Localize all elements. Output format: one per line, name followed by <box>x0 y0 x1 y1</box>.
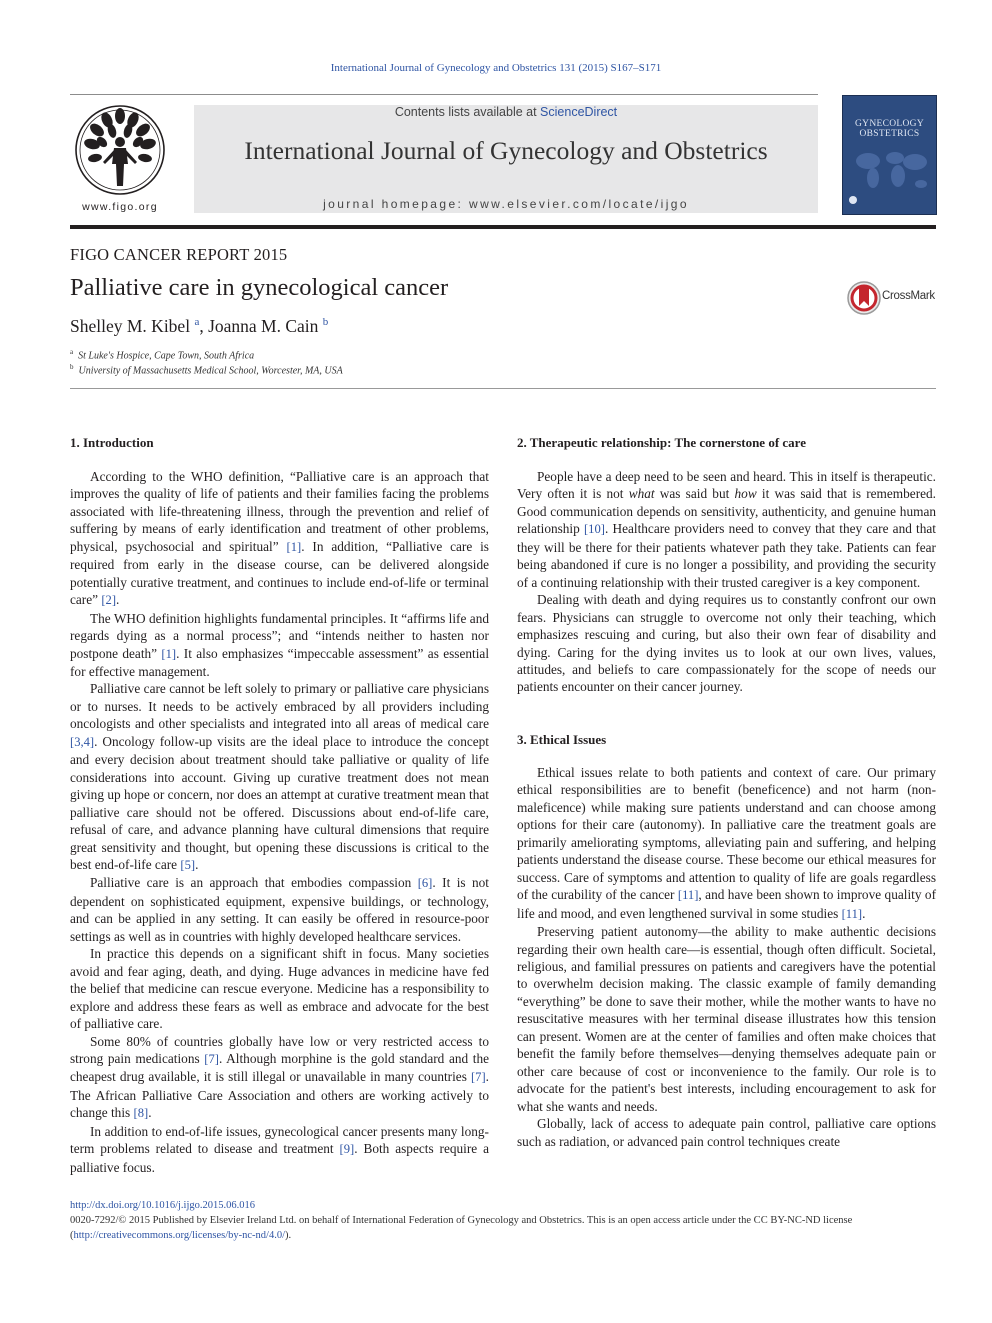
affiliation-text: University of Massachusetts Medical School, Worcester, MA, USA <box>78 365 343 377</box>
license-statement: 0020-7292/© 2015 Published by Elsevier Ireland Ltd. on behalf of International Federation of Gynecology and Obstetrics. This is an open access article under the CC BY-NC-ND license <box>70 1215 853 1226</box>
header-divider <box>70 225 936 229</box>
right-column-body-section3 <box>517 764 936 1150</box>
paragraph: The WHO definition highlights fundamental principles. It “affirms life and regards dying as a normal process”; and “intends neither to hasten nor postpone death” [1]. It also emphasizes “impeccable assessment” as essential for effective management. <box>70 610 490 679</box>
paragraph: Globally, lack of access to adequate pain control, palliative care options such as radiation, or advanced pain control techniques create <box>517 1116 936 1149</box>
figo-url[interactable]: www.figo.org <box>82 201 158 213</box>
article-title: Palliative care in gynecological cancer <box>70 274 449 301</box>
sciencedirect-link[interactable]: ScienceDirect <box>540 105 618 119</box>
citation-link[interactable]: [11] <box>841 906 863 921</box>
section-heading-therapeutic-relationship: 2. Therapeutic relationship: The cornerstone of care <box>517 435 806 450</box>
affiliation-text: St Luke's Hospice, Cape Town, South Africa <box>78 350 255 362</box>
section-heading-introduction: 1. Introduction <box>70 435 154 450</box>
journal-homepage[interactable]: journal homepage: www.elsevier.com/locate/ijgo <box>323 197 689 211</box>
citation-link[interactable]: [3,4] <box>70 734 95 749</box>
journal-title: International Journal of Gynecology and Obstetrics <box>244 136 768 165</box>
citation-link[interactable]: [2] <box>101 593 117 608</box>
crossmark-badge[interactable] <box>846 280 940 316</box>
license-url-line: (http://creativecommons.org/licenses/by-nc-nd/4.0/). <box>70 1230 292 1241</box>
paragraph: Preserving patient autonomy—the ability to make authentic decisions regarding their own health care—is essential, though often difficult. Societal, religious, and familial pressures on patients and caregivers have the potential to overwhelm decision making. The classic example of family demanding “everything” be done to save their mother, while the mother wants to have no resuscitative measures with her terminal disease illustrates how this tension can present. Women are at the center of families and often make choices that benefit the family before themselves—denying themselves adequate pain or other care because of cost or inconvenience to the family. Our role is to advocate for the patient's best interests, including encouragement to ask for what she wants and needs. <box>517 924 936 1114</box>
crossmark-icon <box>846 280 882 316</box>
affiliation-key: b <box>70 363 74 371</box>
citation-link[interactable]: [7] <box>204 1051 219 1066</box>
citation-link[interactable]: [11] <box>677 888 699 903</box>
author-list <box>70 316 328 337</box>
author-affiliation-marker[interactable]: b <box>322 316 329 329</box>
author-name: Shelley M. Kibel <box>70 316 191 336</box>
paragraph: Palliative care is an approach that embodies compassion [6]. It is not dependent on sophisticated equipment, expensive buildings, or technology, and can be applied in any setting. It can easily be offered in resource-poor settings as well as in countries with highly developed healthcare services. <box>70 875 489 944</box>
citation-link[interactable]: [1] <box>286 539 302 554</box>
paragraph: Ethical issues relate to both patients and context of care. Our primary ethical responsibilities are to benefit (beneficence) and not harm (non-maleficence) while making sure patients understand and can choose among options for their care (autonomy). In palliative care the treatment goals are primarily ameliorating symptoms, alleviating pain and suffering, and helping patients understand the disease course. These become our ethical measures for success. Care of symptoms and attention to quality of life are goals regardless of the curability of the cancer [11], and have been shown to improve quality of life and mood, and even lengthened survival in some studies [11]. <box>517 765 936 921</box>
paragraph: According to the WHO definition, “Palliative care is an approach that improves the quality of life of patients and their families facing the problems associated with life-threatening illness, through the prevention and relief of suffering by means of early identification and treatment of other problems, physical, psychosocial and spiritual” [1]. In addition, “Palliative care is required from early in the disease course, can be delivered alongside potentially curative treatment, and continues to include end-of-life or terminal care” [2]. <box>70 469 489 608</box>
paragraph: Palliative care cannot be left solely to primary or palliative care physicians or to nurses. It needs to be actively embraced by all providers including oncologists and other specialists and integrated into all areas of medical care [3,4]. Oncology follow-up visits are the ideal place to introduce the concept and every decision about treatment should take palliative or quality of life considerations into account. Giving up curative treatment does not mean giving up hope or concern, nor does an attempt at curative treatment mean that palliative care should not be offered. Discussions about end-of-life care, refusal of care, and advance planning have cultural dimensions that require great sensitivity and thought, but opening these discussions is critical to the best end-of-life care [5]. <box>70 681 489 872</box>
contents-available <box>194 105 818 119</box>
citation-link[interactable]: [10] <box>583 522 605 537</box>
crossmark-label: CrossMark <box>882 290 935 302</box>
affiliation-b <box>70 363 343 376</box>
citation-link[interactable]: [9] <box>339 1142 355 1157</box>
paragraph: People have a deep need to be seen and heard. This in itself is therapeutic. Very often it is not what was said but how it was said that is remembered. Good communication depends on sensitivity, authenticity, and genuine human relationship [10]. Healthcare providers need to convey that they care and that they will be there for their patients whatever path they take. Patients can fear being abandoned if cure is no longer a possibility, and providing the security of a continuing relationship with their trusted caregiver is a key component. <box>517 469 936 590</box>
cover-title-line2: OBSTETRICS <box>859 129 920 139</box>
citation-link[interactable]: [6] <box>417 876 433 891</box>
affiliation-a <box>70 348 254 361</box>
figo-tree-icon <box>70 102 170 200</box>
author-affiliation-marker[interactable]: a <box>194 316 200 329</box>
paragraph: In practice this depends on a significant shift in focus. Many societies avoid and fear aging, death, and dying. Huge advances in medicine have fed the belief that medicine can rescue everyone. Medicine has a responsibility to explore and address these fears as well as embrace and advocate for the best of palliative care. <box>70 946 489 1032</box>
license-url[interactable]: http://creativecommons.org/licenses/by-nc-nd/4.0/ <box>73 1230 286 1241</box>
left-column-body <box>70 468 489 1176</box>
metadata-divider <box>70 388 936 389</box>
masthead-top-rule <box>70 94 818 95</box>
cover-title-line1: GYNECOLOGY <box>855 119 924 129</box>
author-separator: , <box>199 316 209 336</box>
masthead-panel <box>194 105 818 213</box>
author-name: Joanna M. Cain <box>208 316 319 336</box>
citation-link[interactable]: [8] <box>133 1106 149 1121</box>
affiliation-key: a <box>70 348 74 356</box>
citation-link[interactable]: [1] <box>161 646 177 661</box>
figo-logo <box>70 102 170 214</box>
contents-prefix: Contents lists available at <box>394 105 541 119</box>
paragraph: Some 80% of countries globally have low or very restricted access to strong pain medications [7]. Although morphine is the gold standard and the cheapest drug available, it is still illegal or unavailable in many countries [7]. The African Palliative Care Association and others are working actively to change this [8]. <box>70 1033 490 1121</box>
running-head: International Journal of Gynecology and Obstetrics 131 (2015) S167–S171 <box>330 62 662 74</box>
citation-link[interactable]: [5] <box>180 857 196 872</box>
paragraph: Dealing with death and dying requires us to constantly confront our own fears. Physicians can struggle to overcome not only their teaching, which emphasizes rescuing and curing, but also their own fear of disability and dying. Caring for the dying invites us to look at our own lives, values, attitudes, and beliefs to care compassionately for the scope of needs our patients encounter on their cancer journey. <box>517 592 936 695</box>
section-heading-ethical-issues: 3. Ethical Issues <box>517 732 607 747</box>
cover-world-map-icon <box>843 96 936 214</box>
paragraph: In addition to end-of-life issues, gynecological cancer presents many long-term problems related to disease and treatment [9]. Both aspects require a palliative focus. <box>70 1123 489 1175</box>
report-label: FIGO CANCER REPORT 2015 <box>70 245 288 264</box>
journal-cover <box>842 95 937 215</box>
right-column-body-section2 <box>517 468 936 696</box>
doi-link[interactable]: http://dx.doi.org/10.1016/j.ijgo.2015.06.016 <box>70 1200 256 1211</box>
citation-link[interactable]: [7] <box>470 1070 486 1085</box>
